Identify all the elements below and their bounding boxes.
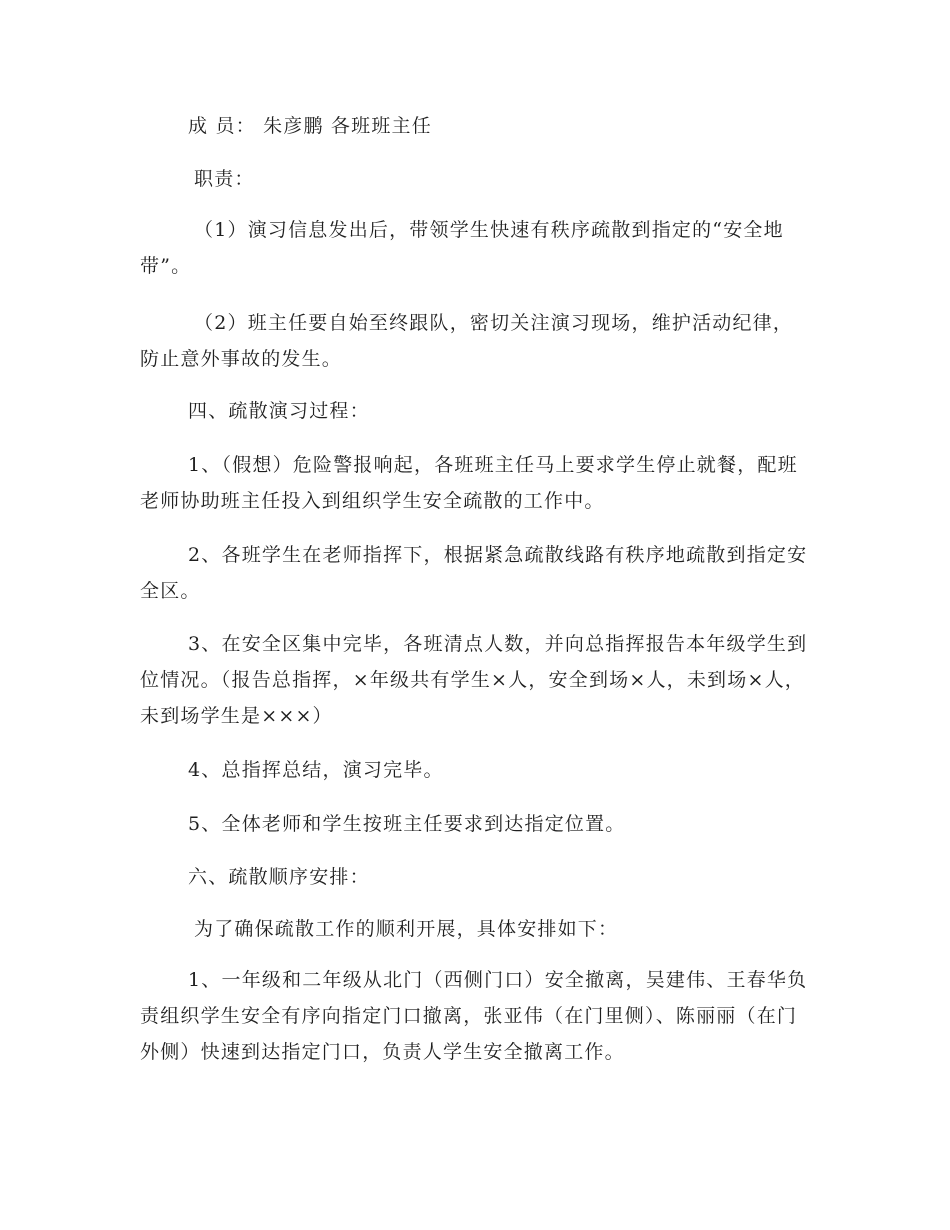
members-line: 成 员： 朱彦鹏 各班班主任 — [188, 115, 432, 137]
process-step-1: 1、（假想）危险警报响起，各班班主任马上要求学生停止就餐，配班老师协助班主任投入到组织学生安全疏散的工作中。 — [140, 454, 798, 512]
duty-item-2: （2）班主任要自始至终跟队，密切关注演习现场，维护活动纪律，防止意外事故的发生。 — [140, 312, 794, 370]
section-heading-drill-process: 四、疏散演习过程： — [188, 400, 370, 422]
arrangement-item-1: 1、一年级和二年级从北门（西侧门口）安全撤离，吴建伟、王春华负责组织学生安全有序向指定门口撤离，张亚伟（在门里侧）、陈丽丽（在门外侧）快速到达指定门口，负责人学生安全撤离工作。 — [140, 969, 808, 1063]
arrangement-intro: 为了确保疏散工作的顺利开展，具体安排如下： — [194, 918, 619, 940]
duties-heading: 职责： — [194, 168, 255, 190]
process-step-2: 2、各班学生在老师指挥下，根据紧急疏散线路有秩序地疏散到指定安全区。 — [140, 544, 808, 602]
process-step-3: 3、在安全区集中完毕，各班清点人数，并向总指挥报告本年级学生到位情况。（报告总指挥，×年级共有学生×人，安全到场×人，未到场×人，未到场学生是×××） — [140, 633, 808, 727]
section-heading-evacuation-order: 六、疏散顺序安排： — [188, 866, 370, 888]
process-step-5: 5、全体老师和学生按班主任要求到达指定位置。 — [188, 813, 626, 835]
duty-item-1: （1）演习信息发出后，带领学生快速有秩序疏散到指定的“安全地带”。 — [140, 219, 784, 277]
process-step-4: 4、总指挥总结，演习完毕。 — [188, 759, 444, 781]
